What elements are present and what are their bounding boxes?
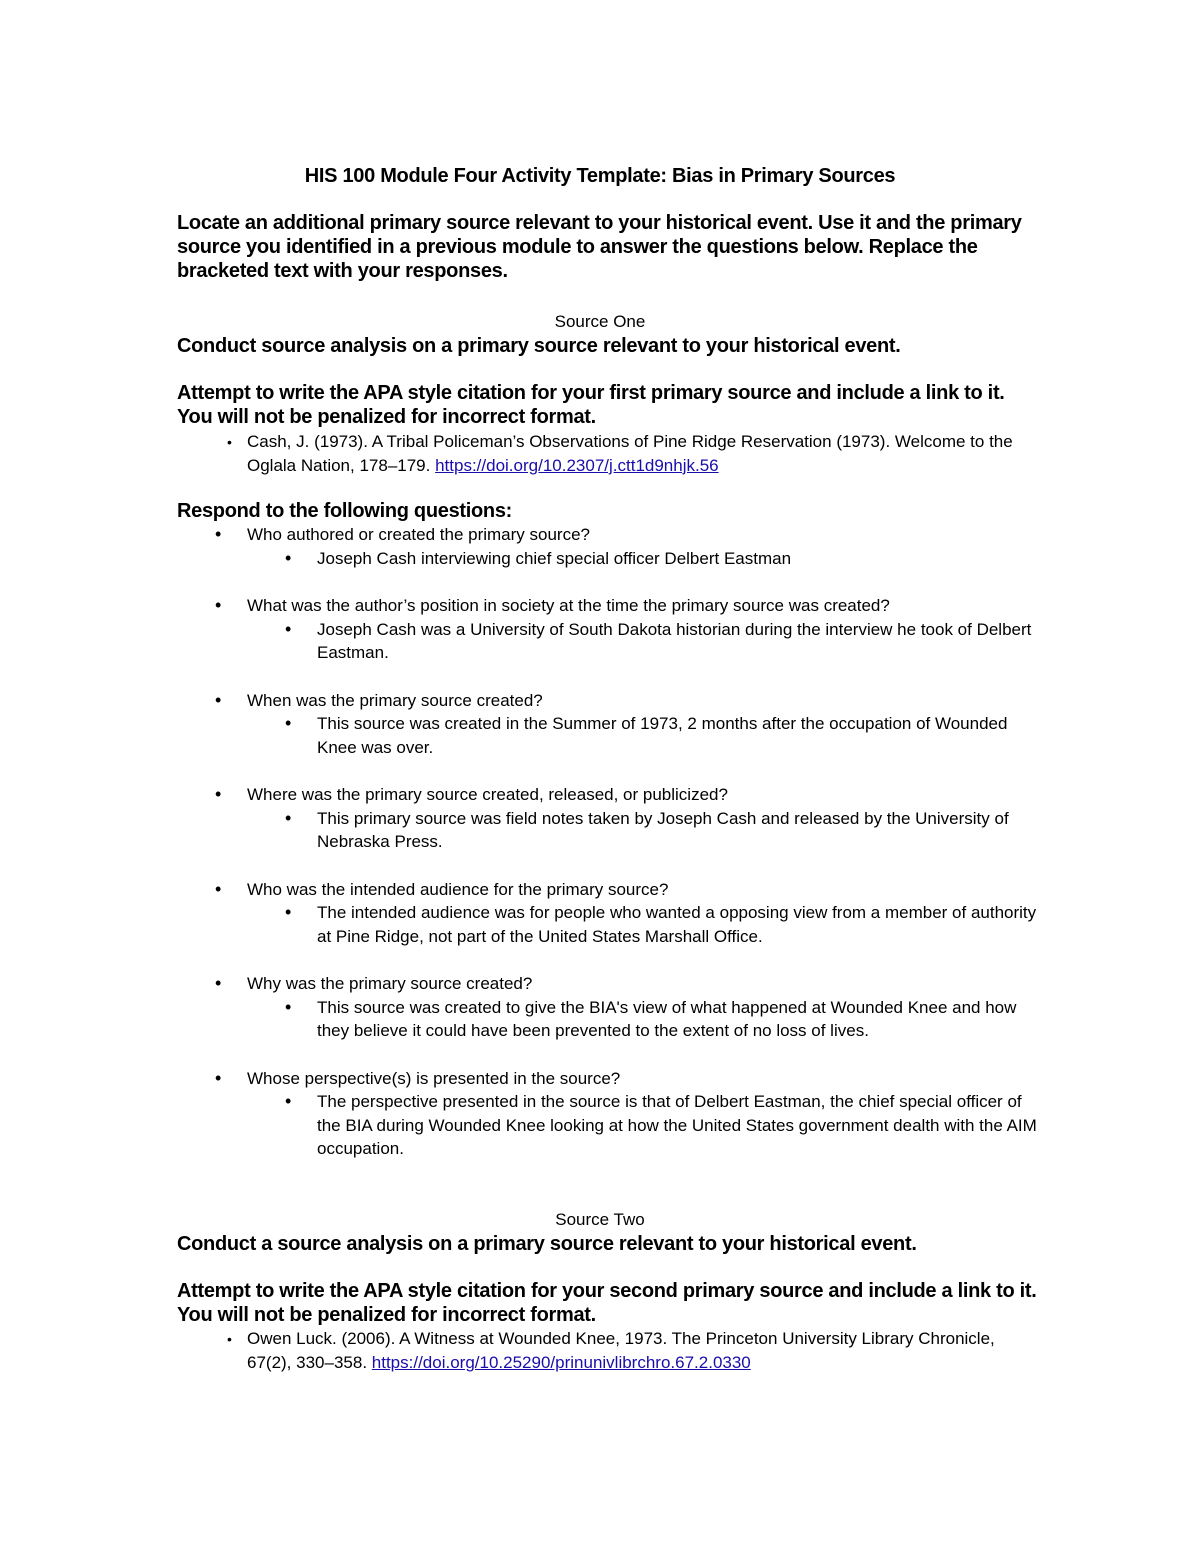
bullet-icon: • (285, 807, 292, 828)
spacer (177, 665, 1037, 689)
source-one-heading: Source One (554, 312, 646, 331)
question-item (177, 972, 1037, 996)
answer-text: Joseph Cash interviewing chief special officer Delbert Eastman (317, 548, 792, 568)
answer-item (177, 712, 1037, 759)
bullet-icon: • (215, 878, 222, 899)
question-text: Why was the primary source created? (247, 974, 533, 993)
source-two-citation-prompt: Attempt to write the APA style citation for your second primary source and include a link to it. You will not be penalized for incorrect format. (177, 1280, 1037, 1326)
answer-item (177, 901, 1037, 948)
question-item (177, 878, 1037, 902)
bullet-icon: • (215, 973, 222, 993)
source-two-citation (177, 1327, 1037, 1375)
bullet-icon: • (215, 784, 222, 804)
spacer (177, 1043, 1037, 1067)
source-one-citation (177, 430, 1037, 478)
spacer (177, 854, 1037, 878)
source-one-citation-link[interactable]: https://doi.org/10.2307/j.ctt1d9nhjk.56 (435, 456, 719, 475)
bullet-icon: • (227, 1331, 232, 1347)
answer-item (177, 996, 1037, 1043)
question-item (177, 689, 1037, 713)
question-text: What was the author’s position in society at the time the primary source was created? (247, 596, 890, 615)
source-one-citation-text: Cash, J. (1973). A Tribal Policeman’s Observations of Pine Ridge Reservation (1973). Welcome to the Oglala Nation, 178–179. (247, 432, 1013, 475)
questions-heading: Respond to the following questions: (177, 500, 513, 522)
source-one-citation-list (177, 430, 1037, 478)
answer-text: The perspective presented in the source is that of Delbert Eastman, the chief special officer of the BIA during Wounded Knee looking at how the United States government dealth with the AIM occupation. (317, 1092, 1037, 1158)
spacer (177, 570, 1037, 594)
answer-text: This source was created in the Summer of 1973, 2 months after the occupation of Wounded Knee was over. (317, 714, 1008, 757)
bullet-icon: • (285, 547, 292, 568)
question-text: Where was the primary source created, released, or publicized? (247, 785, 728, 804)
answer-item (177, 1090, 1037, 1161)
question-item (177, 783, 1037, 807)
bullet-icon: • (285, 618, 292, 639)
bullet-icon: • (285, 996, 292, 1017)
bullet-icon: • (215, 524, 222, 544)
question-text: Who authored or created the primary source? (247, 525, 591, 544)
question-text: Whose perspective(s) is presented in the source? (247, 1068, 621, 1088)
bullet-icon: • (215, 1067, 222, 1088)
answer-text: Joseph Cash was a University of South Dakota historian during the interview he took of Delbert Eastman. (317, 619, 1032, 662)
bullet-icon: • (227, 434, 232, 450)
answer-text: This source was created to give the BIA's view of what happened at Wounded Knee and how they believe it could have been prevented to the extent of no loss of lives. (317, 997, 1017, 1040)
question-item (177, 1067, 1037, 1091)
question-item (177, 594, 1037, 618)
question-text: When was the primary source created? (247, 690, 543, 710)
bullet-icon: • (215, 689, 222, 710)
answer-item (177, 807, 1037, 854)
bullet-icon: • (215, 595, 222, 615)
source-two-citation-link[interactable]: https://doi.org/10.25290/prinunivlibrchro.67.2.0330 (371, 1353, 751, 1372)
question-text: Who was the intended audience for the primary source? (247, 879, 669, 899)
bullet-icon: • (285, 713, 292, 733)
source-two-instruction: Conduct a source analysis on a primary source relevant to your historical event. (177, 1233, 917, 1255)
document-title: HIS 100 Module Four Activity Template: Bias in Primary Sources (304, 165, 896, 187)
answer-item (177, 547, 1037, 571)
source-one-citation-prompt: Attempt to write the APA style citation for your first primary source and include a link to it. You will not be penalized for incorrect format. (177, 382, 1005, 428)
source-two-citation-list (177, 1327, 1037, 1375)
bullet-icon: • (285, 902, 292, 922)
source-two-citation-text: Owen Luck. (2006). A Witness at Wounded Knee, 1973. The Princeton University Library Chronicle, 67(2), 330–358. (247, 1329, 995, 1372)
answer-item (177, 618, 1037, 665)
questions-list (177, 523, 1037, 1161)
source-two-heading: Source Two (555, 1210, 645, 1229)
source-one-instruction: Conduct source analysis on a primary source relevant to your historical event. (177, 335, 901, 357)
answer-text: The intended audience was for people who wanted a opposing view from a member of authority at Pine Ridge, not part of the United States Marshall Office. (317, 903, 1037, 946)
question-item (177, 523, 1037, 547)
intro-paragraph: Locate an additional primary source relevant to your historical event. Use it and the primary source you identified in a previous module to answer the questions below. Replace the bracketed text with your responses. (177, 212, 1022, 282)
bullet-icon: • (285, 1091, 292, 1111)
spacer (177, 948, 1037, 972)
answer-text: This primary source was field notes taken by Joseph Cash and released by the University of Nebraska Press. (317, 808, 1009, 851)
spacer (177, 759, 1037, 783)
